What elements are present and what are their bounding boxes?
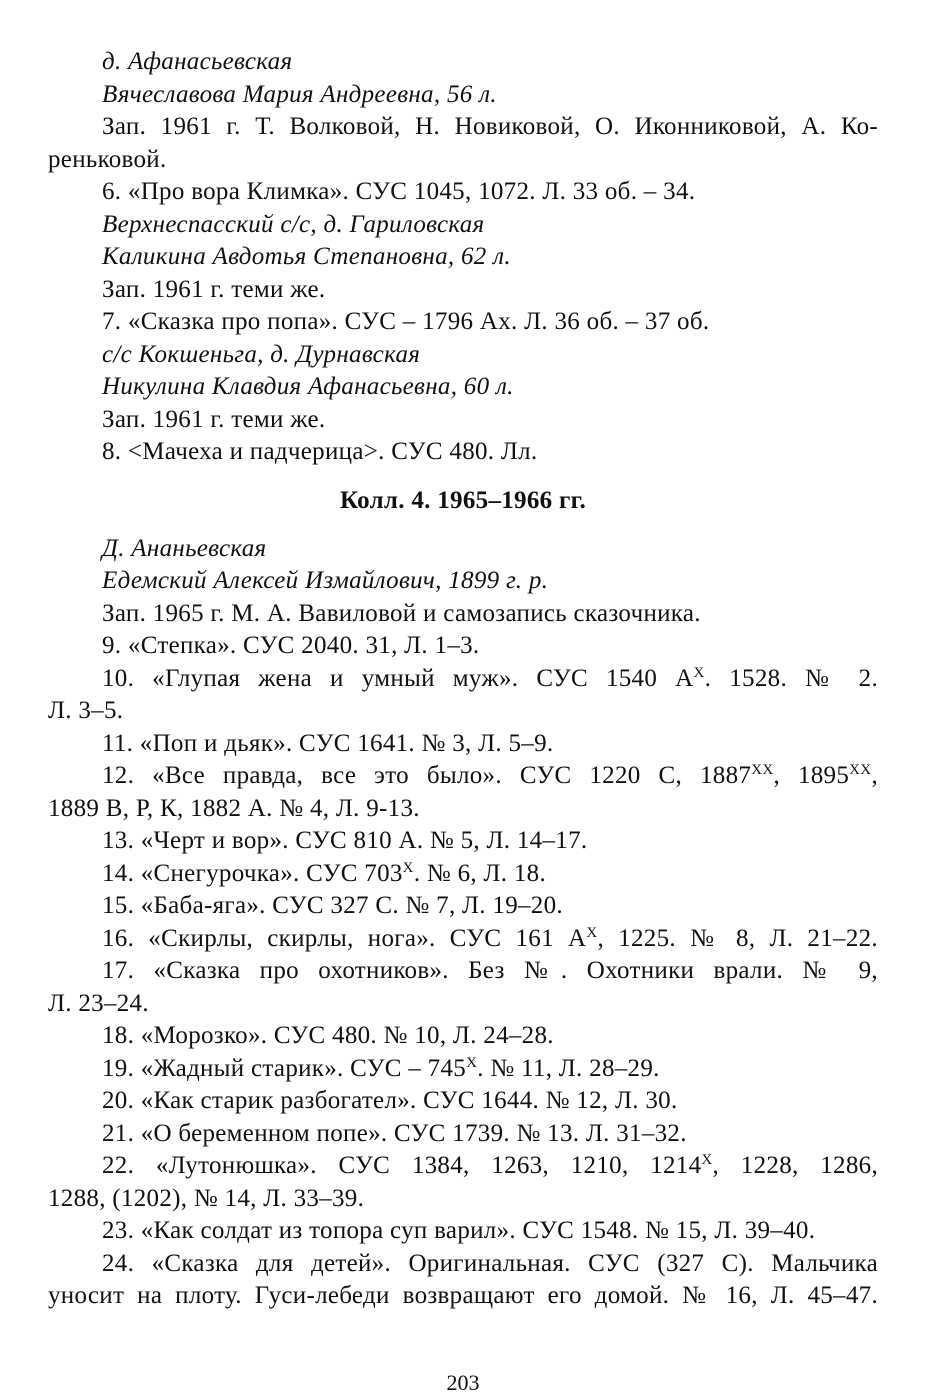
page-number: 203: [446, 1370, 480, 1395]
text-segment: . № 11, Л. 28–29.: [477, 1054, 660, 1082]
text-segment: 8. <Мачеха и падчерица>. СУС 480. Лл.: [102, 438, 538, 465]
text-segment: 14. «Снегурочка». СУС 703: [102, 859, 403, 887]
text-segment: 1288, (1202), № 14, Л. 33–39.: [48, 1184, 365, 1212]
text-segment: 10. «Глупая жена и умный муж». СУС 1540 А: [102, 664, 694, 692]
text-segment: . № 6, Л. 18.: [413, 859, 547, 887]
text-segment: уносит на плоту. Гуси-лебеди возвращают его домой. № 16, Л. 45–47.: [48, 1282, 878, 1309]
text-segment: Каликина Авдотья Степановна, 62 л.: [102, 243, 511, 270]
superscript: X: [466, 1054, 478, 1071]
text-segment: , 1225. № 8, Л. 21–22.: [597, 924, 878, 952]
text-segment: , 1228, 1286,: [712, 1152, 878, 1179]
text-line: [48, 565, 878, 598]
text-line: [48, 371, 878, 404]
text-line: [48, 111, 878, 144]
text-line: [48, 1280, 878, 1313]
text-segment: 20. «Как старик разбогател». СУС 1644. № 12, Л. 30.: [102, 1087, 678, 1114]
text-segment: Зап. 1961 г. теми же.: [102, 405, 326, 433]
text-segment: Л. 3–5.: [48, 697, 124, 724]
text-segment: Л. 23–24.: [48, 989, 149, 1017]
text-segment: 19. «Жадный старик». СУС – 745: [102, 1054, 467, 1082]
text-line: [48, 436, 878, 469]
text-line: [48, 923, 878, 956]
text-line: [48, 890, 878, 923]
text-line: [48, 79, 878, 112]
text-line: [48, 825, 878, 858]
text-line: [48, 1215, 878, 1248]
text-line: [48, 339, 878, 372]
text-line: [48, 533, 878, 566]
text-segment: 21. «О беременном попе». СУС 1739. № 13. Л. 31–32.: [102, 1119, 687, 1147]
text-line: [48, 1053, 878, 1086]
text-line: [48, 760, 878, 793]
text-line: [48, 728, 878, 761]
text-line: [48, 955, 878, 988]
text-line: [48, 46, 878, 79]
superscript: X: [693, 664, 705, 681]
text-segment: Зап. 1965 г. М. А. Вавиловой и самозапись сказочника.: [102, 599, 701, 627]
text-segment: 18. «Морозко». СУС 480. № 10, Л. 24–28.: [102, 1022, 554, 1049]
text-line: [48, 176, 878, 209]
section-heading: [48, 469, 878, 533]
text-segment: 12. «Все правда, все это было». СУС 1220 С, 1887: [102, 762, 752, 789]
text-line: [48, 793, 878, 826]
superscript: X: [586, 924, 598, 941]
text-segment: 1889 В, Р, К, 1882 А. № 4, Л. 9-13.: [48, 794, 420, 822]
text-line: [48, 209, 878, 242]
text-line: [48, 1150, 878, 1183]
text-segment: реньковой.: [48, 145, 167, 173]
text-segment: д. Афанасьевская: [102, 48, 293, 75]
text-segment: 7. «Сказка про попа». СУС – 1796 Ах. Л. 36 об. – 37 об.: [102, 308, 710, 335]
text-segment: 11. «Поп и дьяк». СУС 1641. № 3, Л. 5–9.: [102, 729, 554, 757]
text-line: [48, 241, 878, 274]
text-line: [48, 858, 878, 891]
superscript: X: [402, 859, 414, 876]
text-line: [48, 598, 878, 631]
superscript: X: [701, 1152, 713, 1168]
text-segment: 24. «Сказка для детей». Оригинальная. СУС (327 С). Мальчика: [102, 1249, 878, 1277]
superscript: XX: [849, 762, 872, 778]
text-segment: . 1528. № 2.: [704, 664, 878, 692]
text-line: [48, 274, 878, 307]
text-line: [48, 695, 878, 728]
text-segment: Вячеславова Мария Андреевна, 56 л.: [102, 80, 497, 108]
text-segment: с/с Кокшеньга, д. Дурнавская: [102, 340, 421, 368]
text-line: [48, 988, 878, 1021]
text-segment: Верхнеспасский с/с, д. Гариловская: [102, 210, 485, 238]
text-line: [48, 306, 878, 339]
text-line: [48, 1183, 878, 1216]
document-body: [48, 46, 878, 1313]
text-segment: Колл. 4. 1965–1966 гг.: [339, 486, 587, 514]
text-segment: Едемский Алексей Измайлович, 1899 г. р.: [102, 567, 549, 594]
text-segment: 17. «Сказка про охотников». Без №. Охотники врали. № 9,: [102, 957, 878, 984]
text-line: [48, 144, 878, 177]
text-segment: 9. «Степка». СУС 2040. 31, Л. 1–3.: [102, 632, 480, 659]
text-segment: ,: [871, 762, 878, 789]
text-segment: Д. Ананьевская: [102, 534, 267, 562]
text-segment: Никулина Клавдия Афанасьевна, 60 л.: [102, 373, 514, 400]
text-line: [48, 663, 878, 696]
text-line: [48, 1118, 878, 1151]
text-segment: 13. «Черт и вор». СУС 810 А. № 5, Л. 14–17.: [102, 827, 588, 854]
text-segment: 15. «Баба-яга». СУС 327 С. № 7, Л. 19–20.: [102, 892, 563, 919]
text-line: [48, 404, 878, 437]
text-line: [48, 1085, 878, 1118]
text-segment: Зап. 1961 г. теми же.: [102, 275, 326, 303]
text-segment: 16. «Скирлы, скирлы, нога». СУС 161 А: [102, 924, 587, 952]
text-segment: 23. «Как солдат из топора суп варил». СУС 1548. № 15, Л. 39–40.: [102, 1217, 816, 1244]
text-segment: , 1895: [773, 762, 850, 789]
text-segment: 6. «Про вора Климка». СУС 1045, 1072. Л. 33 об. – 34.: [102, 178, 696, 205]
text-line: [48, 630, 878, 663]
text-segment: Зап. 1961 г. Т. Волковой, Н. Новиковой, О. Иконниковой, А. Ко-: [102, 113, 878, 140]
text-line: [48, 1248, 878, 1281]
text-segment: 22. «Лутонюшка». СУС 1384, 1263, 1210, 1214: [102, 1152, 702, 1179]
superscript: XX: [751, 762, 774, 778]
text-line: [48, 1020, 878, 1053]
